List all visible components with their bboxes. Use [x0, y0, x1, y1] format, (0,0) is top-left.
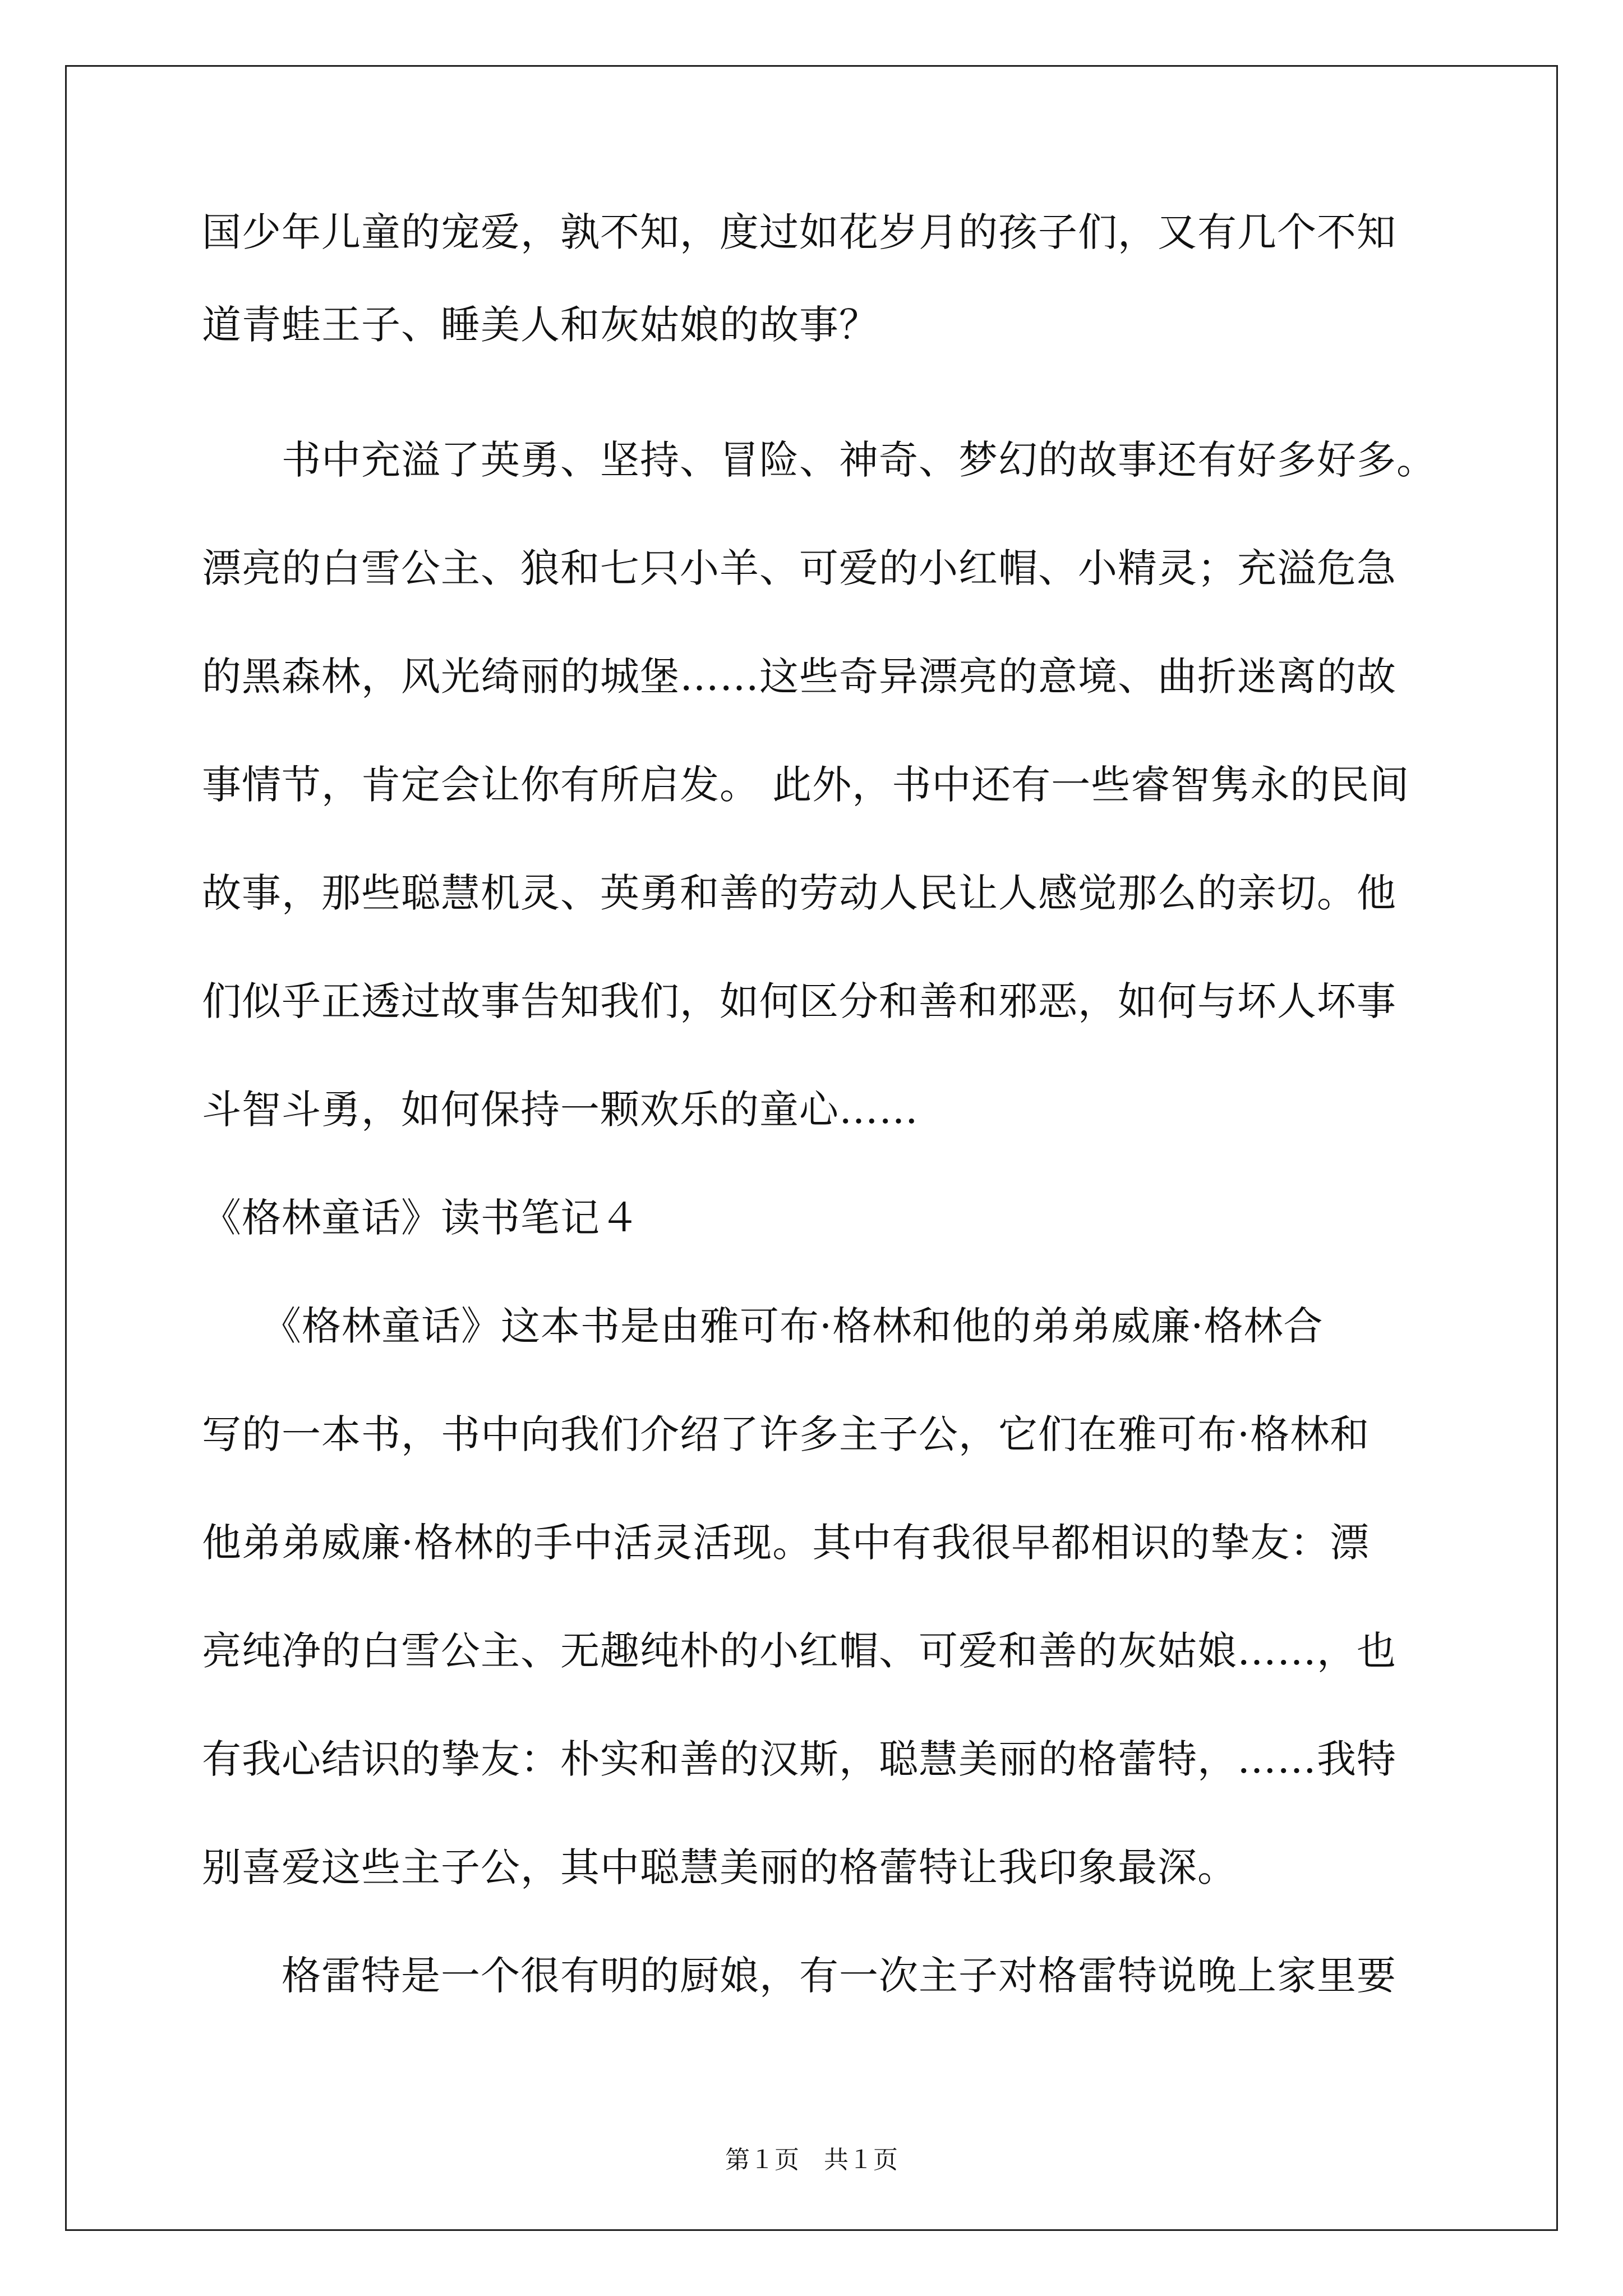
body-line-16: 别喜爱这些主子公，其中聪慧美丽的格蕾特让我印象最深。 [202, 1844, 1237, 1890]
body-line-2: 道青蛙王子、睡美人和灰姑娘的故事？ [202, 302, 879, 348]
body-line-5: 的黑森林，风光绮丽的城堡……这些奇异漂亮的意境、曲折迷离的故 [202, 654, 1396, 700]
body-line-4: 漂亮的白雪公主、狼和七只小羊、可爱的小红帽、小精灵；充溢危急 [202, 545, 1396, 591]
body-line-8: 们似乎正透过故事告知我们，如何区分和善和邪恶，如何与坏人坏事 [202, 978, 1396, 1024]
body-line-11: 《格林童话》这本书是由雅可布·格林和他的弟弟威廉·格林合 [202, 1303, 1324, 1349]
body-line-15: 有我心结识的挚友：朴实和善的汉斯，聪慧美丽的格蕾特，……我特 [202, 1736, 1396, 1782]
section-heading: 《格林童话》读书笔记４ [202, 1195, 640, 1241]
page-border [65, 65, 1558, 2231]
body-line-1: 国少年儿童的宠爱，孰不知，度过如花岁月的孩子们，又有几个不知 [202, 209, 1396, 255]
body-line-9: 斗智斗勇，如何保持一颗欢乐的童心…… [202, 1087, 919, 1133]
body-line-7: 故事，那些聪慧机灵、英勇和善的劳动人民让人感觉那么的亲切。他 [202, 870, 1396, 916]
body-line-13: 他弟弟威廉·格林的手中活灵活现。其中有我很早都相识的挚友：漂 [202, 1520, 1370, 1566]
body-line-3: 书中充溢了英勇、坚持、冒险、神奇、梦幻的故事还有好多好多。 [202, 437, 1436, 483]
body-line-12: 写的一本书，书中向我们介绍了许多主子公，它们在雅可布·格林和 [202, 1411, 1370, 1457]
page-footer: 第１页 共１页 [725, 2146, 898, 2174]
body-line-17: 格雷特是一个很有明的厨娘，有一次主子对格雷特说晚上家里要 [202, 1953, 1396, 1999]
body-line-14: 亮纯净的白雪公主、无趣纯朴的小红帽、可爱和善的灰姑娘……，也 [202, 1628, 1396, 1674]
body-line-6: 事情节，肯定会让你有所启发。 此外，书中还有一些睿智隽永的民间 [202, 762, 1410, 808]
